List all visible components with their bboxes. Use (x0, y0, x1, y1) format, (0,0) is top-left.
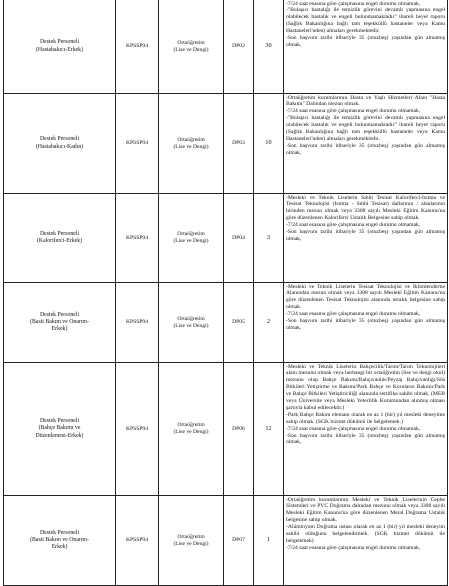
table-row (4, 94, 448, 194)
table-row (4, 0, 448, 94)
kpss-score-type-cell: KPSSP94 (116, 363, 159, 496)
table-body (4, 0, 448, 586)
position-count-cell: 3 (254, 194, 284, 283)
education-level-line: Ortaöğretim (177, 315, 205, 322)
position-code-cell: DP05 (224, 283, 254, 363)
position-count-cell: 1 (254, 496, 284, 586)
education-level-cell (159, 363, 224, 496)
position-title-line: Destek Personeli (39, 230, 80, 237)
education-level-cell (159, 283, 224, 363)
requirement-line: -Mesleki ve Teknik Liselerin Bahçecilik/Tarım/Tarım Teknolojileri alanı mezunu olmak veya herhangi bir ortaöğretim (lise ve dengi okul) mezunu olup Bahçe Bakımı/Bahçıvanlık/Peyzaj Bahçıvanlığı/Süs Bitkileri Yetiştirme ve Bakımı/Park Bahçe ve Koruların Bakımı/Park ve Bahçe Bitkileri Yetiştiriciliği alanında sertifika sahibi olmak, (MEB veya Üniversite veya Mesleki Yeterlilik Kurumundan alınmış olması şartıyla kabul edilecektir.) (286, 363, 445, 411)
position-code-cell: DP06 (224, 363, 254, 496)
education-level-line: (Lise ve Dengi) (173, 429, 209, 435)
requirements-cell (284, 194, 448, 283)
position-title-line: (Kaloriferci-Erkek) (36, 238, 83, 244)
requirement-line: -Son başvuru tarihi itibariyle 35 (otuzbeş) yaşından gün almamış olmak, (286, 35, 445, 48)
requirement-line: -7/24 saat esasına göre çalışmasına engel durumu olmamak, (286, 425, 421, 432)
position-title-cell (4, 363, 116, 496)
requirement-line: -Ortaöğretim kurumlarının Hasta ve Yaşlı Hizmetleri Alanı "Hasta Bakımı" Dalından mezun olmak. (286, 94, 445, 108)
education-level-line: (Lise ve Dengi) (173, 238, 209, 244)
requirement-line: -7/24 saat esasına göre çalışmasına engel durumu olmamak, (286, 311, 421, 318)
kpss-score-type-cell: KPSSP94 (116, 194, 159, 283)
position-count-cell: 30 (254, 0, 284, 94)
table-row (4, 283, 448, 363)
education-level-cell (159, 496, 224, 586)
position-title-line: Düzenlemesi-Erkek) (35, 432, 84, 439)
requirement-line: -7/24 saat esasına göre çalışmasına engel durumu olmamak, (286, 544, 421, 551)
position-title-line: (Basit Bakım ve Onarım- (30, 318, 89, 325)
education-level-cell (159, 94, 224, 194)
education-level-line: Ortaöğretim (177, 39, 205, 46)
position-title-line: (Bahçe Bakımı ve (38, 425, 81, 432)
position-title-line: Erkek) (51, 544, 68, 551)
position-count-cell: 12 (254, 363, 284, 496)
requirements-cell (284, 496, 448, 586)
requirement-line: -Ortaöğretim kurumlarının Mesleki ve Teknik Liselerinin Cephe Sistemleri ve PVC Doğrama dalından mezunu olmak veya 3308 sayılı Mesleki Eğitim Kanunu'na göre düzenlenen Metal Doğrama Ustalık belgesine sahip olmak. (286, 496, 445, 524)
table-row (4, 194, 448, 283)
position-title-cell (4, 283, 116, 363)
requirements-cell (284, 94, 448, 194)
education-level-line: (Lise ve Dengi) (173, 143, 209, 150)
kpss-score-type-cell: KPSSP94 (116, 283, 159, 363)
requirement-line: -Park Bahçe Bakım elemanı olarak en az 1 (bir) yıl mesleki deneyime sahip olmak. (SGK hizmet dökümü ile belgelemek.) (286, 411, 445, 425)
position-title-line: (Basit Bakım ve Onarım- (30, 536, 89, 543)
education-level-line: (Lise ve Dengi) (173, 46, 209, 53)
position-title-line: Destek Personeli (39, 418, 80, 425)
position-code-cell: DP02 (224, 0, 254, 94)
requirement-line: -Mesleki ve Teknik Liselerin Tesisat Teknolojisi ve İklimlendirme Alanından mezun olmak veya 3308 sayılı Mesleki Eğitim Kanunu'na göre düzenlenen Tesisat Teknolojisi alanında ustalık belgesine sahip olmak. (286, 283, 445, 311)
table-row (4, 496, 448, 586)
education-level-line: (Lise ve Dengi) (173, 322, 209, 329)
education-level-line: Ortaöğretim (177, 136, 205, 143)
position-title-line: Destek Personeli (39, 39, 80, 46)
kpss-score-type-cell: KPSSP94 (116, 0, 159, 94)
requirements-cell (284, 0, 448, 94)
position-title-line: Erkek) (51, 326, 68, 333)
position-title-cell (4, 94, 116, 194)
education-level-line: (Lise ve Dengi) (173, 540, 209, 547)
position-count-cell: 2 (254, 283, 284, 363)
requirement-line: -7/24 saat esasına göre çalışmasına engel durumu olmamak, (286, 222, 421, 229)
position-title-cell (4, 496, 116, 586)
position-title-line: Destek Personeli (39, 136, 80, 143)
position-title-cell (4, 194, 116, 283)
position-code-cell: DP03 (224, 94, 254, 194)
table-row (4, 363, 448, 496)
education-level-line: Ortaöğretim (177, 533, 205, 540)
position-code-cell: DP07 (224, 496, 254, 586)
requirement-line: -"Bulaşıcı hastalığı ile temizlik görevini devamlı yapmasına engel olabilecek hastalık ve engeli bulunmamaktadır" ibareli heyet raporu (Sağlık Bakanlığına bağlı tam teşekküllü hastaneler veya Kamu Hastaneleri'nden) almaları gerekmektedir. (286, 7, 445, 35)
position-code-cell: DP04 (224, 194, 254, 283)
requirements-cell (284, 363, 448, 496)
requirements-cell (284, 283, 448, 363)
requirement-line: -Alüminyum Doğrama ustası olarak en az 1 (bir) yıl mesleki deneyim sahibi olduğunu belgelendirmek. (SGK hizmet dökümü ile belgelemek) (286, 524, 445, 544)
education-level-cell (159, 0, 224, 94)
position-title-line: (Hastabakıcı-Kadın) (35, 143, 84, 150)
position-title-line: Destek Personeli (39, 311, 80, 318)
education-level-cell (159, 194, 224, 283)
kpss-score-type-cell: KPSSP94 (116, 496, 159, 586)
requirement-line: -Son başvuru tarihi itibariyle 35 (otuzbeş) yaşından gün almamış olmak, (286, 229, 445, 242)
position-title-line: Destek Personeli (39, 529, 80, 536)
kpss-score-type-cell: KPSSP94 (116, 94, 159, 194)
position-count-cell: 10 (254, 94, 284, 194)
requirement-line: -"Bulaşıcı hastalığı ile temizlik görevini devamlı yapmasına engel olabilecek hastalık ve engeli bulunmamaktadır" ibareli heyet raporu (Sağlık Bakanlığına bağlı tam teşekküllü hastaneler veya Kamu Hastaneleri'nden) almaları gerekmektedir. (286, 115, 445, 142)
job-positions-table (3, 0, 448, 586)
position-title-cell (4, 0, 116, 94)
requirement-line: -Son başvuru tarihi itibariyle 35 (otuzbeş) yaşından gün almamış olmak, (286, 318, 445, 331)
requirement-line: -7/24 saat esasına göre çalışmasına engel durumu olmamak, (286, 108, 421, 115)
position-title-line: (Hastabakıcı-Erkek) (36, 46, 83, 53)
requirement-line: -Son başvuru tarihi itibariyle 35 (otuzbeş) yaşından gün almamış olmak, (286, 142, 445, 156)
requirement-line: -Son başvuru tarihi itibariyle 35 (otuzbeş) yaşından gün almamış olmak, (286, 432, 445, 446)
requirement-line: -Mesleki ve Teknik Liselerin Sıhhi Tesisat Kaloriferci-Isıtma ve Tesisat Teknolojisi (Isıtma - Sıhhi Tesisat) dallarının / alanlarının birinden mezun olmak veya 3308 sayılı Mesleki Eğitim Kanunu'na göre düzenlenen Kaloriferci Ustalık Belgesine sahip olmak. (286, 194, 445, 222)
education-level-line: Ortaöğretim (177, 231, 205, 238)
requirement-line: -7/24 saat esasına göre çalışmasına engel durumu olmamak, (286, 0, 421, 7)
education-level-line: Ortaöğretim (177, 422, 205, 429)
